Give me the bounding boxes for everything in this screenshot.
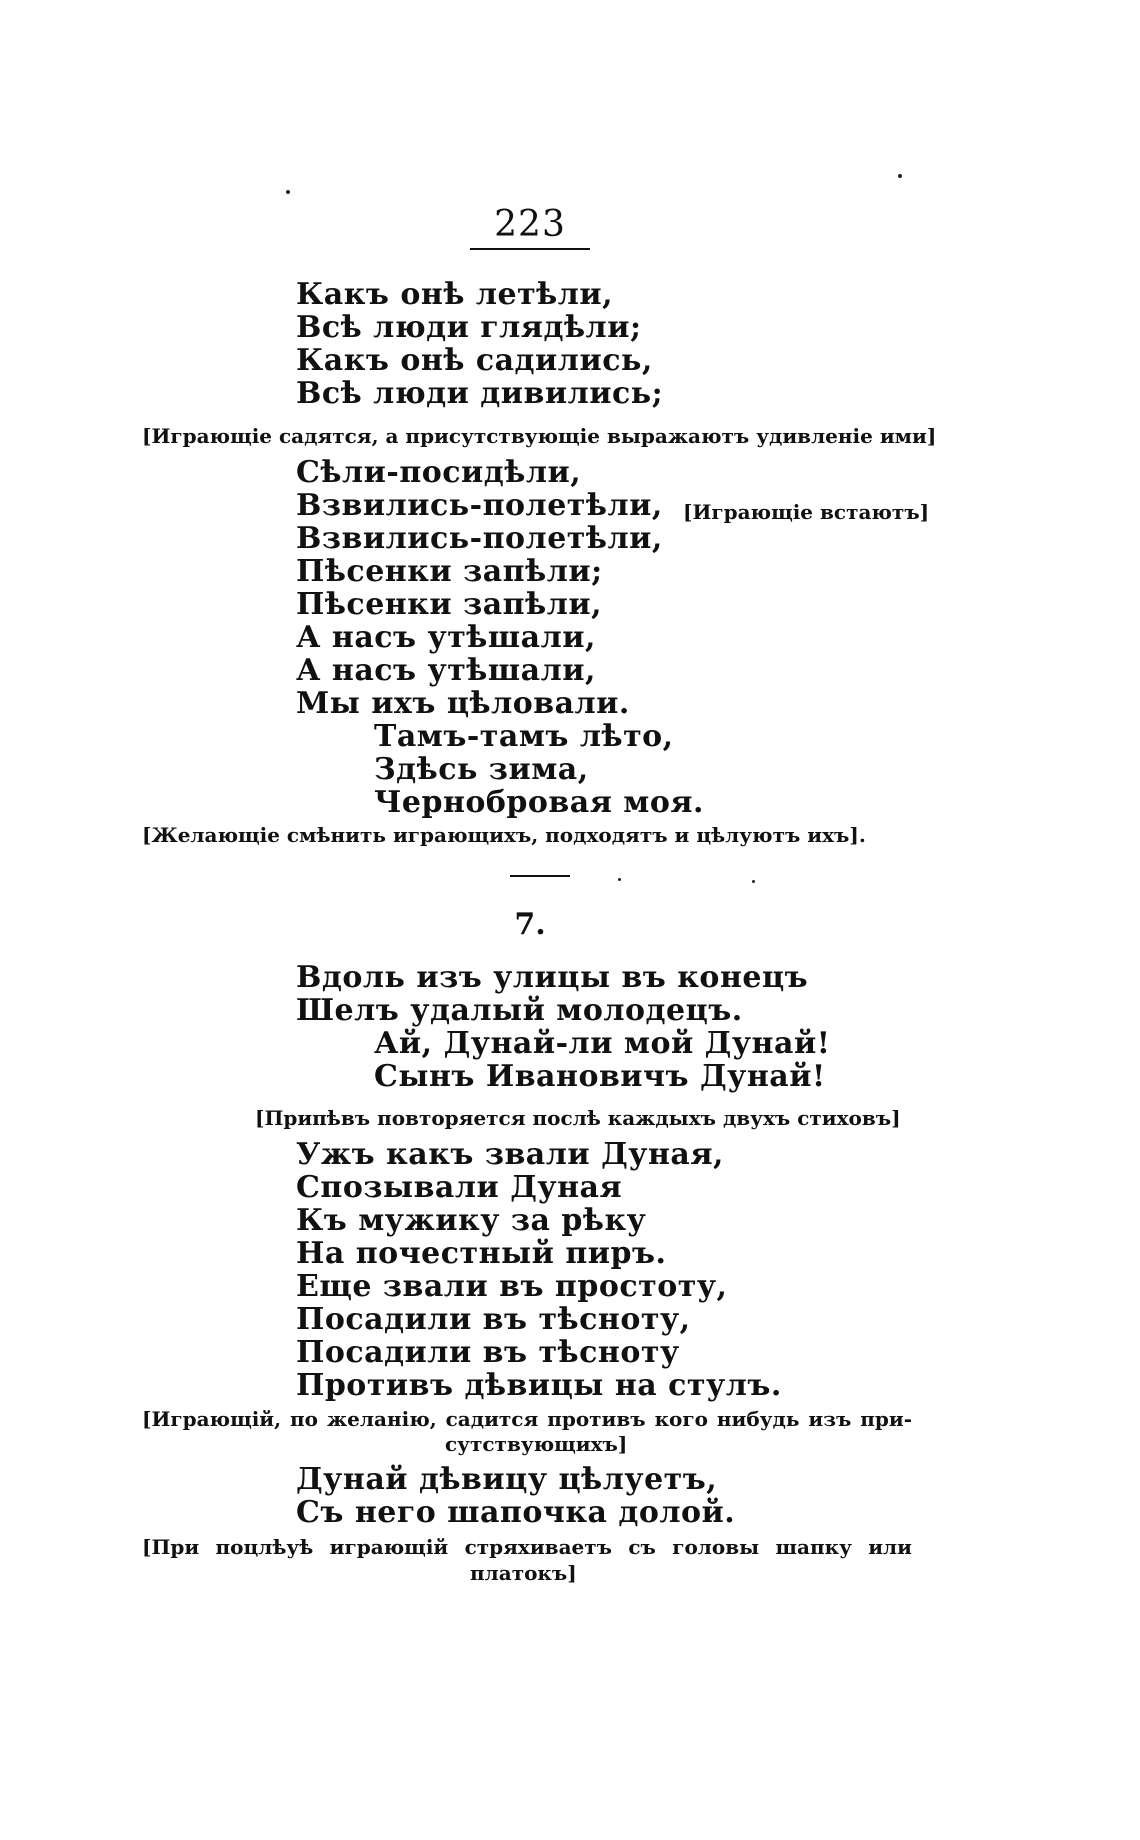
stage-direction-continuation: сутствующихъ] [445,1432,628,1456]
verse-line: Какъ онѣ летѣли, [296,277,614,312]
verse-line: Еще звали въ простоту, [296,1269,728,1304]
verse-line: А насъ утѣшали, [296,620,596,655]
verse-line: Всѣ люди дивились; [296,376,664,411]
stage-direction: [При поцлѣуѣ играющій стряхиваетъ съ головы шапку или [142,1535,912,1559]
scan-speck [618,878,621,881]
stage-direction: [Играющіе садятся, а присутствующіе выражаютъ удивленіе ими] [142,424,937,448]
refrain-line: Ай, Дунай-ли мой Дунай! [374,1026,831,1061]
scan-speck [286,190,290,194]
stage-direction: [Припѣвъ повторяется послѣ каждыхъ двухъ стиховъ] [255,1106,901,1130]
section-rule [510,875,570,877]
verse-line: Вдоль изъ улицы въ конецъ [296,960,809,995]
verse-line: Здѣсь зима, [374,752,589,787]
verse-line: Съ него шапочка долой. [296,1495,736,1530]
page-number: 223 [494,204,566,245]
verse-line: Противъ дѣвицы на стулъ. [296,1368,782,1403]
verse-line: Посадили въ тѣсноту [296,1335,680,1370]
stage-direction: [Желающіе смѣнить играющихъ, подходятъ и цѣлуютъ ихъ]. [142,823,866,847]
scan-speck [898,174,902,178]
verse-line: Какъ онѣ садились, [296,343,653,378]
stage-direction-continuation: платокъ] [470,1561,577,1585]
verse-line: Мы ихъ цѣловали. [296,686,630,721]
section-number: 7. [514,907,546,942]
verse-line: Пѣсенки запѣли; [296,554,603,589]
verse-line: Спозывали Дуная [296,1170,623,1205]
verse-line: Сѣли-посидѣли, [296,455,582,490]
verse-line: Къ мужику за рѣку [296,1203,647,1238]
verse-line: На почестный пиръ. [296,1236,667,1271]
verse-line: Пѣсенки запѣли, [296,587,603,622]
verse-line: Тамъ-тамъ лѣто, [374,719,674,754]
verse-line: Шелъ удалый молодецъ. [296,993,743,1028]
stage-direction: [Играющіе встаютъ] [683,500,930,524]
verse-line: Ужъ какъ звали Дуная, [296,1137,724,1172]
stage-direction: [Играющій, по желанію, садится противъ кого нибудь изъ при- [142,1407,912,1431]
scan-speck [752,880,755,883]
header-rule [470,248,590,250]
verse-line: Всѣ люди глядѣли; [296,310,642,345]
verse-line: Посадили въ тѣсноту, [296,1302,691,1337]
verse-line: А насъ утѣшали, [296,653,596,688]
refrain-line: Сынъ Ивановичъ Дунай! [374,1059,826,1094]
verse-line: Дунай дѣвицу цѣлуетъ, [296,1462,718,1497]
verse-line: Взвились-полетѣли, [296,521,663,556]
verse-line: Чернобровая моя. [374,785,704,820]
verse-line: Взвились-полетѣли, [296,488,663,523]
